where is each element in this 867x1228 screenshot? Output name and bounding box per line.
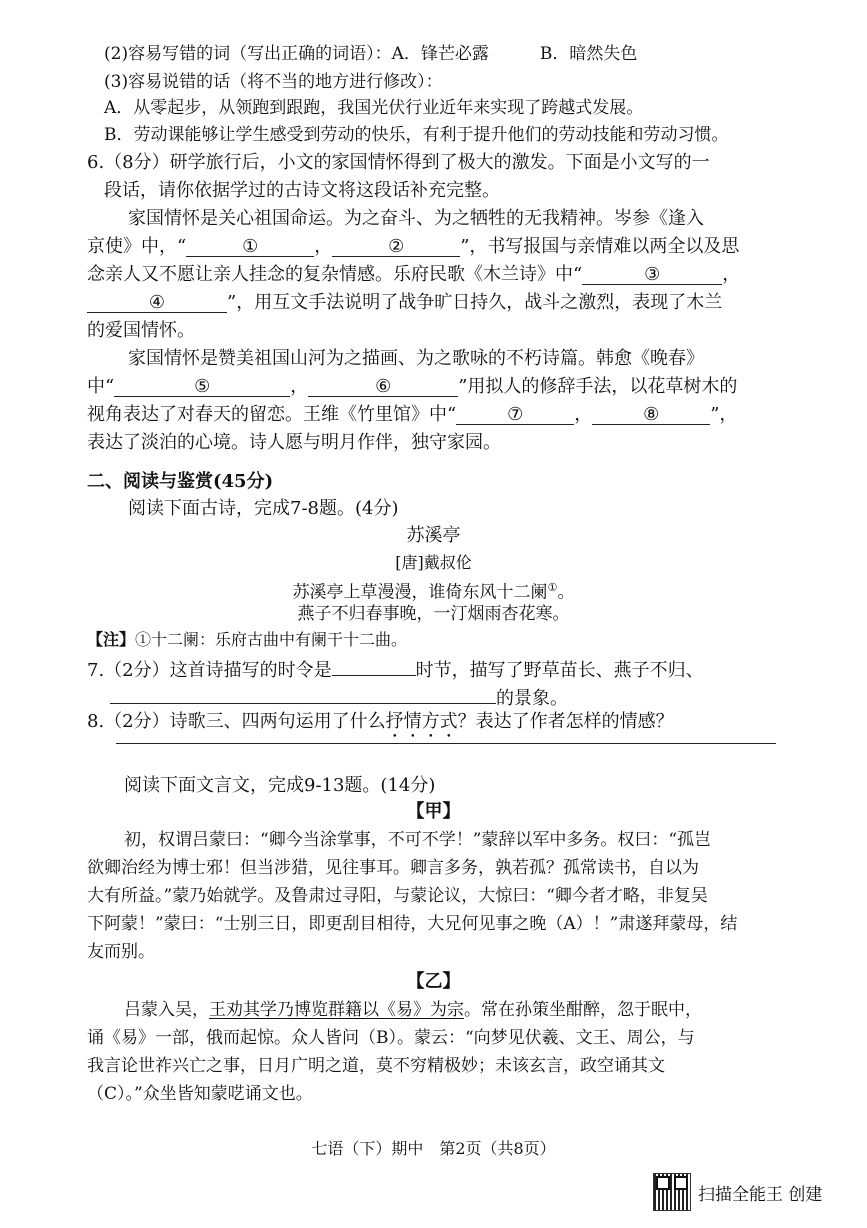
text: ”，用互文手法说明了战争旷日持久，战斗之激烈，表现了木兰 — [227, 292, 723, 313]
text: ， — [290, 376, 309, 397]
q6-para1-line-5: 的爱国情怀。 — [87, 320, 195, 341]
poem-author: [唐]戴叔伦 — [395, 553, 472, 572]
q8-answer-line[interactable] — [116, 743, 776, 744]
passage-jia-title: 【甲】 — [406, 801, 461, 822]
text: ”用拟人的修辞手法，以花草树木的 — [458, 376, 738, 397]
yi-line-1 — [124, 998, 702, 1022]
note-label: 【注】 — [87, 630, 136, 649]
poem-title: 苏溪亭 — [406, 525, 461, 546]
text: ， — [574, 404, 593, 425]
text: 吕蒙入吴， — [124, 1000, 209, 1020]
text: 的景象。 — [496, 688, 568, 709]
yi-line-4: （C）。”众坐皆知蒙呓诵文也。 — [87, 1084, 313, 1104]
text: ， — [314, 236, 333, 257]
text: 7.（2分）这首诗描写的时令是 — [87, 660, 332, 681]
jia-line-5: 友而别。 — [87, 942, 155, 962]
q5-line-2: (2)容易写错的词（写出正确的词语）：A．锋芒必露 B．暗然失色 — [104, 44, 638, 64]
q5-option-b: B．劳动课能够让学生感受到劳动的快乐，有利于提升他们的劳动技能和劳动习惯。 — [104, 125, 729, 145]
underlined-sentence: 王劝其学乃博览群籍以《易》为宗 — [209, 1000, 464, 1020]
q6-para1-line-1: 家国情怀是关心祖国命运。为之奋斗、为之牺牲的无我精神。岑参《逢入 — [128, 208, 704, 229]
text: 8.（2分）诗歌三、四两句运用了什么 — [87, 711, 386, 732]
q6-para2-line-4: 表达了淡泊的心境。诗人愿与明月作伴，独守家园。 — [87, 432, 501, 453]
q6-intro-line-2: 段话，请你依据学过的古诗文将这段话补充完整。 — [104, 180, 500, 201]
poem-line-1 — [0, 576, 867, 605]
passage-yi-title: 【乙】 — [406, 971, 461, 992]
blank-6[interactable]: ⑥ — [308, 376, 458, 397]
poem-note — [87, 628, 407, 652]
q6-intro-line-1: 6.（8分）研学旅行后，小文的家国情怀得到了极大的激发。下面是小文写的一 — [87, 152, 710, 173]
yi-line-2: 诵《易》一部，俄而起惊。众人皆问（B）。蒙云：“向梦见伏羲、文王、周公，与 — [87, 1028, 695, 1048]
classical-intro: 阅读下面文言文，完成9-13题。(14分) — [124, 775, 436, 796]
q7-line-2 — [110, 683, 568, 711]
q7-blank-2[interactable] — [110, 683, 496, 704]
text: 念亲人又不愿让亲人挂念的复杂情感。乐府民歌《木兰诗》中“ — [87, 264, 583, 285]
blank-4[interactable]: ④ — [87, 292, 227, 313]
q8-line — [87, 710, 674, 742]
blank-1[interactable]: ① — [186, 236, 314, 257]
jia-line-1: 初，权谓吕蒙曰：“卿今当涂掌事，不可不学！”蒙辞以军中多务。权曰：“孤岂 — [124, 830, 712, 850]
blank-7[interactable]: ⑦ — [456, 404, 574, 425]
text: 苏溪亭上草漫漫，谁倚东风十二阑 — [292, 582, 548, 603]
blank-5[interactable]: ⑤ — [114, 376, 290, 397]
poem-line-2: 燕子不归春事晚，一汀烟雨杏花寒。 — [297, 604, 570, 624]
q6-para1-line-4 — [87, 291, 722, 315]
q7-blank-1[interactable] — [332, 655, 416, 676]
page-footer: 七语（下）期中 第2页（共8页） — [311, 1139, 556, 1158]
blank-2[interactable]: ② — [332, 236, 460, 257]
yi-line-3: 我言论世祚兴亡之事，日月广明之道，莫不穷精极妙；未该玄言，政空诵其文 — [87, 1056, 665, 1076]
text: 视角表达了对春天的留恋。王维《竹里馆》中“ — [87, 404, 457, 425]
q6-para2-line-2 — [87, 375, 737, 399]
text: ， — [722, 264, 741, 285]
scanner-watermark: 扫描全能王 创建 — [698, 1185, 823, 1205]
q6-para2-line-1: 家国情怀是赞美祖国山河为之描画、为之歌咏的不朽诗篇。韩愈《晚春》 — [128, 348, 704, 369]
text: ”，书写报国与亲情难以两全以及思 — [460, 236, 740, 257]
poem-intro: 阅读下面古诗，完成7-8题。(4分) — [128, 498, 399, 519]
q5-line-3: (3)容易说错的话（将不当的地方进行修改）： — [104, 72, 443, 92]
section-2-heading: 二、阅读与鉴赏(45分) — [87, 471, 274, 492]
text: 京使》中，“ — [87, 236, 187, 257]
jia-line-2: 欲卿治经为博士邪！但当涉猎，见往事耳。卿言多务，孰若孤？孤常读书，自以为 — [87, 858, 699, 878]
jia-line-4: 下阿蒙！”蒙曰：“士别三日，即更刮目相待，大兄何见事之晚（A）！”肃遂拜蒙母，结 — [87, 914, 738, 934]
blank-8[interactable]: ⑧ — [592, 404, 710, 425]
q6-para1-line-3 — [87, 263, 740, 287]
text: ？表达了作者怎样的情感？ — [457, 711, 674, 732]
qr-code-icon — [653, 1173, 691, 1211]
text: 。 — [557, 582, 575, 603]
q7-line-1 — [87, 655, 704, 683]
note-text: ①十二阑：乐府古曲中有阑干十二曲。 — [135, 630, 408, 649]
q5-option-a: A．从零起步，从领跑到跟跑，我国光伏行业近年来实现了跨越式发展。 — [104, 98, 644, 118]
footnote-mark: ① — [547, 581, 558, 594]
text: 中“ — [87, 376, 115, 397]
q6-para2-line-3 — [87, 403, 737, 427]
q6-para1-line-2 — [87, 235, 739, 259]
blank-3[interactable]: ③ — [582, 264, 722, 285]
text: 时节，描写了野草苗长、燕子不归、 — [415, 660, 704, 681]
text: ”， — [710, 404, 738, 425]
emphasis-text: 抒情方式 — [385, 711, 458, 732]
jia-line-3: 大有所益。”蒙乃始就学。及鲁肃过寻阳，与蒙论议，大惊曰：“卿今者才略，非复吴 — [87, 886, 708, 906]
text: 。常在孙策坐酣醉，忽于眠中， — [464, 1000, 702, 1020]
